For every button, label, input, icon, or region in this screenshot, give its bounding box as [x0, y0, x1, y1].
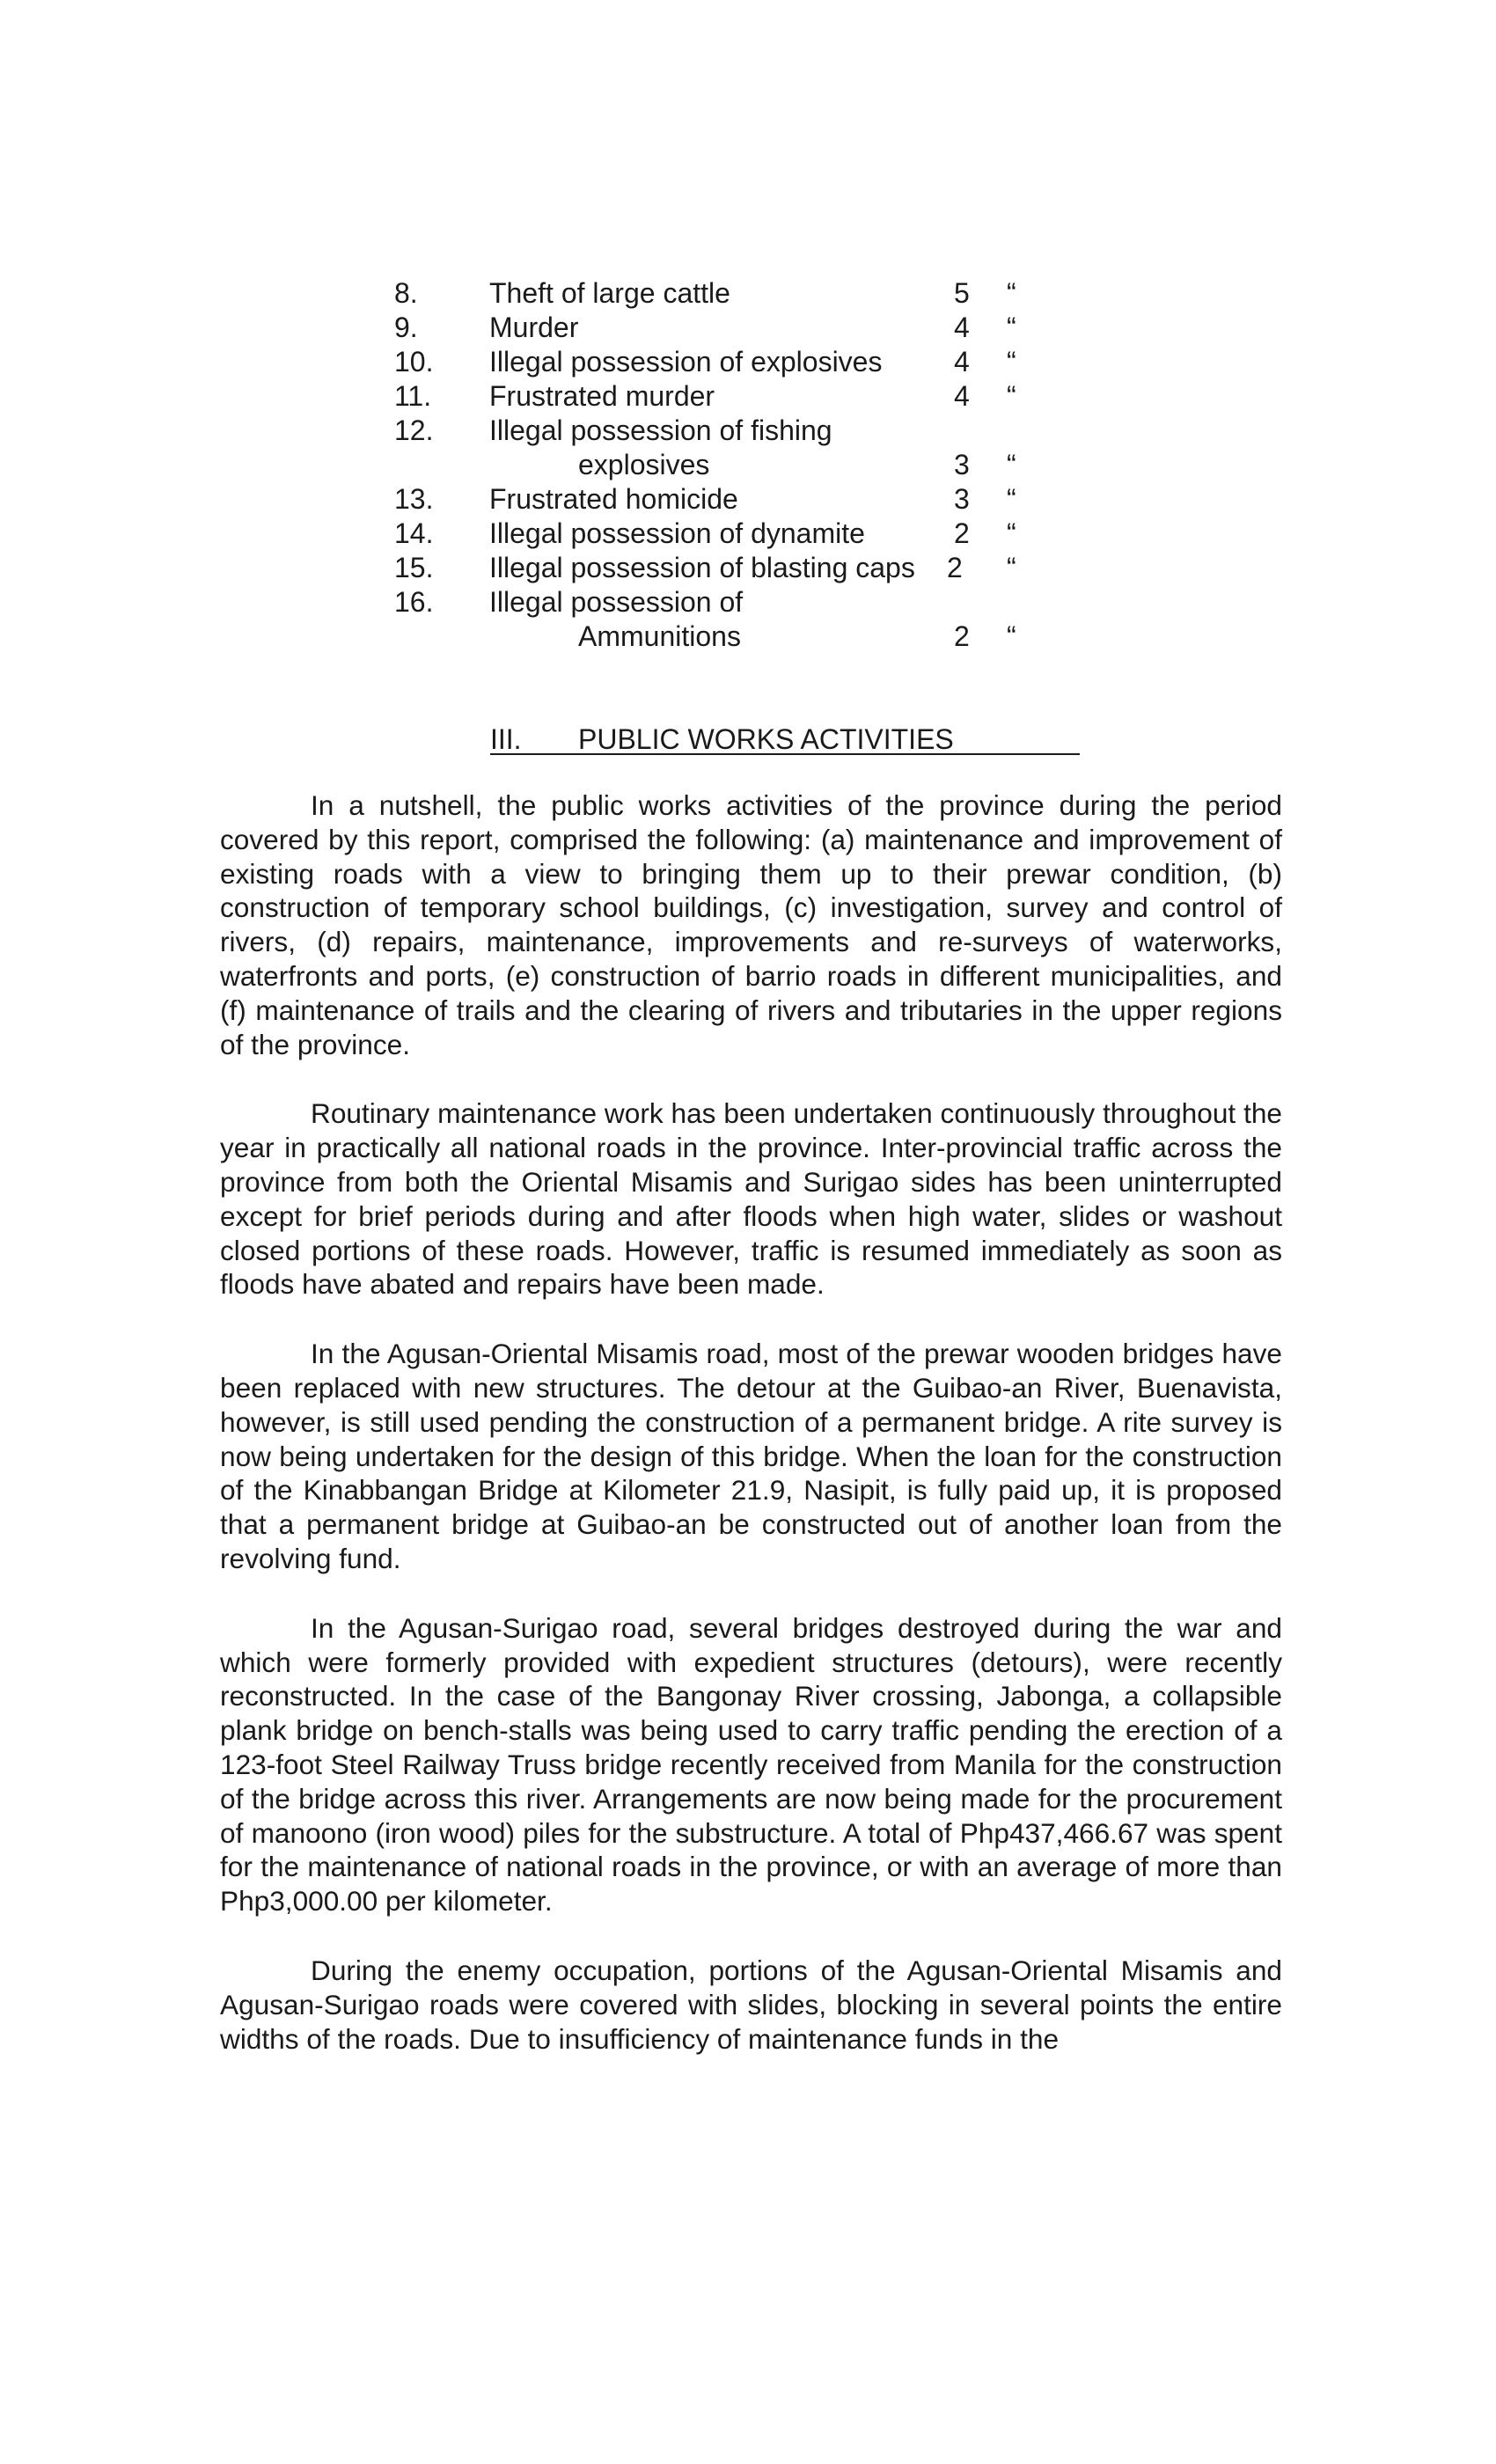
- item-count: 4: [954, 380, 970, 412]
- item-count: 2: [954, 620, 970, 652]
- paragraph: In the Agusan-Oriental Misamis road, most of the prewar wooden bridges have been replaced with new structures. The detour at the Guibao-an River, Buenavista, however, is still used pending the construction of a permanent bridge. A rite survey is now being undertaken for the design of this bridge. When the loan for the construction of the Kinabbangan Bridge at Kilometer 21.9, Nasipit, is fully paid up, it is proposed that a permanent bridge at Guibao-an be constructed out of another loan from the revolving fund.: [220, 1338, 1282, 1574]
- item-number: 10.: [394, 346, 434, 378]
- list-item: [394, 311, 1063, 345]
- item-count: 3: [954, 483, 970, 515]
- section-title: PUBLIC WORKS ACTIVITIES: [578, 723, 954, 755]
- item-count: 4: [954, 312, 970, 343]
- body-text: [220, 788, 1282, 2091]
- item-description: Theft of large cattle: [489, 277, 730, 309]
- ditto-mark: “: [1007, 380, 1016, 412]
- list-item: [394, 345, 1063, 379]
- item-number: 11.: [394, 380, 432, 412]
- crime-statistics-list: [394, 276, 1063, 654]
- list-item: [394, 276, 1063, 311]
- item-count: 4: [954, 346, 970, 378]
- list-item: [394, 482, 1063, 517]
- item-number: 16.: [394, 586, 434, 618]
- paragraph: In the Agusan-Surigao road, several bridges destroyed during the war and which were formerly provided with expedient structures (detours), were recently reconstructed. In the case of the Bangonay River crossing, Jabonga, a collapsible plank bridge on bench-stalls was being used to carry traffic pending the erection of a 123-foot Steel Railway Truss bridge recently received from Manila for the construction of the bridge across this river. Arrangements are now being made for the procurement of manoono (iron wood) piles for the substructure. A total of Php437,466.67 was spent for the maintenance of national roads in the province, or with an average of more than Php3,000.00 per kilometer.: [220, 1611, 1282, 1918]
- item-description: Frustrated homicide: [489, 483, 738, 515]
- section-numeral: III.: [490, 723, 522, 755]
- item-number: 15.: [394, 552, 434, 583]
- ditto-mark: “: [1007, 552, 1016, 583]
- item-description: [489, 585, 1063, 654]
- item-description: Frustrated murder: [489, 380, 715, 412]
- ditto-mark: “: [1007, 483, 1016, 515]
- paragraph: Routinary maintenance work has been undertaken continuously throughout the year in practically all national roads in the province. Inter-provincial traffic across the province from both the Oriental Misamis and Surigao sides has been uninterrupted except for brief periods during and after floods when high water, slides or washout closed portions of these roads. However, traffic is resumed immediately as soon as floods have abated and repairs have been made.: [220, 1097, 1282, 1301]
- item-description: Illegal possession of explosives: [489, 346, 883, 378]
- paragraph: In a nutshell, the public works activities of the province during the period covered by this report, comprised the following: (a) maintenance and improvement of existing roads with a view to bringing them up to their prewar condition, (b) construction of temporary school buildings, (c) investigation, survey and control of rivers, (d) repairs, maintenance, improvements and re-surveys of waterworks, waterfronts and ports, (e) construction of barrio roads in different municipalities, and (f) maintenance of trails and the clearing of rivers and tributaries in the upper regions of the province.: [220, 789, 1282, 1060]
- list-item: [394, 414, 1063, 482]
- ditto-mark: “: [1007, 277, 1016, 309]
- item-description: Illegal possession of dynamite: [489, 517, 865, 549]
- item-description: [489, 414, 1063, 482]
- item-number: 13.: [394, 483, 434, 515]
- section-heading: [490, 722, 1080, 755]
- item-description-line: explosives: [578, 449, 710, 480]
- list-item: [394, 551, 1063, 585]
- list-item: [394, 585, 1063, 654]
- item-description: Murder: [489, 312, 579, 343]
- item-description-line: Illegal possession of fishing: [489, 414, 832, 446]
- ditto-mark: “: [1007, 620, 1016, 652]
- ditto-mark: “: [1007, 517, 1016, 549]
- item-description-line: Illegal possession of: [489, 586, 744, 618]
- ditto-mark: “: [1007, 312, 1016, 343]
- item-count: 2: [954, 517, 970, 549]
- paragraph: During the enemy occupation, portions of the Agusan-Oriental Misamis and Agusan-Surigao roads were covered with slides, blocking in several points the entire widths of the roads. Due to insufficiency of maintenance funds in the: [220, 1954, 1282, 2055]
- item-count: 3: [954, 449, 970, 480]
- item-description: Illegal possession of blasting caps: [489, 552, 915, 583]
- item-description-line: Ammunitions: [578, 620, 741, 652]
- ditto-mark: “: [1007, 346, 1016, 378]
- item-count: 2: [947, 552, 963, 583]
- item-number: 9.: [394, 312, 418, 343]
- list-item: [394, 379, 1063, 414]
- ditto-mark: “: [1007, 449, 1016, 480]
- item-count: 5: [954, 277, 970, 309]
- item-number: 12.: [394, 414, 434, 446]
- item-number: 8.: [394, 277, 418, 309]
- list-item: [394, 517, 1063, 551]
- item-number: 14.: [394, 517, 434, 549]
